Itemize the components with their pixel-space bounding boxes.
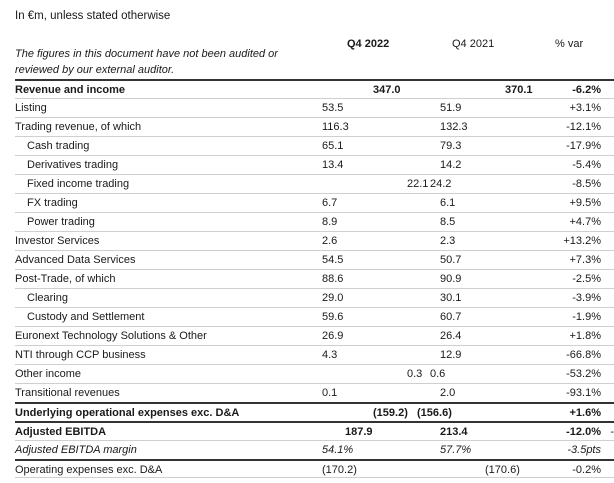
row-label: Listing: [15, 102, 47, 114]
value-var: -0.2%: [572, 464, 601, 476]
value-q4-2021: 50.7: [440, 254, 462, 266]
row-label: NTI through CCP business: [15, 349, 146, 361]
column-header-q4-2021: Q4 2021: [452, 38, 495, 50]
audit-disclaimer: The figures in this document have not been audited or reviewed by our external auditor.: [15, 48, 278, 76]
value-q4-2022: 116.3: [322, 121, 349, 133]
row-label: Adjusted EBITDA margin: [15, 444, 137, 456]
row-label: Power trading: [27, 216, 95, 228]
row-label: Custody and Settlement: [27, 311, 145, 323]
table-row: [15, 288, 614, 307]
value-q4-2022: 0.1: [322, 387, 338, 399]
row-label: Euronext Technology Solutions & Other: [15, 330, 207, 342]
row-label: FX trading: [27, 197, 78, 209]
table-row: [15, 155, 614, 174]
value-q4-2021: 57.7%: [440, 444, 472, 456]
trailing-dash: -: [610, 426, 614, 438]
value-var: +3.1%: [569, 102, 601, 114]
value-var: -12.1%: [566, 121, 601, 133]
value-q4-2021: 90.9: [440, 273, 462, 285]
row-label: Operating expenses exc. D&A: [15, 464, 163, 476]
value-var: -8.5%: [572, 178, 601, 190]
value-var: -3.9%: [572, 292, 601, 304]
column-header-var: % var: [555, 38, 584, 50]
value-q4-2021: (170.6): [485, 464, 520, 476]
row-label: Fixed income trading: [27, 178, 130, 190]
value-q4-2022: (159.2): [373, 407, 408, 419]
row-label: Revenue and income: [15, 84, 126, 96]
value-var: +7.3%: [569, 254, 601, 266]
value-q4-2022: 6.7: [322, 197, 338, 209]
table-row-revenue-and-income: [15, 79, 614, 98]
value-var: +1.8%: [569, 330, 601, 342]
table-row: [15, 383, 614, 402]
table-row: [15, 269, 614, 288]
table-row: [15, 307, 614, 326]
row-label: Derivatives trading: [27, 159, 119, 171]
row-label: Advanced Data Services: [15, 254, 136, 266]
value-q4-2022: (170.2): [322, 464, 357, 476]
value-q4-2021: 6.1: [440, 197, 456, 209]
table-row-operating-expenses: [15, 459, 614, 478]
table-row: [15, 231, 614, 250]
financial-table: [15, 79, 614, 478]
value-q4-2021: 24.2: [430, 178, 452, 190]
value-q4-2022: 54.1%: [322, 444, 354, 456]
table-row-adjusted-ebitda: [15, 421, 614, 440]
row-label: Transitional revenues: [15, 387, 120, 399]
table-row: [15, 364, 614, 383]
value-q4-2022: 4.3: [322, 349, 338, 361]
row-label: Clearing: [27, 292, 68, 304]
value-var: +9.5%: [569, 197, 601, 209]
row-label: Other income: [15, 368, 82, 380]
value-q4-2022: 8.9: [322, 216, 338, 228]
value-q4-2021: 0.6: [430, 368, 446, 380]
value-var: -66.8%: [566, 349, 601, 361]
table-row: [15, 250, 614, 269]
value-q4-2021: 26.4: [440, 330, 462, 342]
table-caption: In €m, unless stated otherwise: [15, 10, 171, 22]
value-q4-2022: 13.4: [322, 159, 344, 171]
value-var: -93.1%: [566, 387, 601, 399]
value-var: -1.9%: [572, 311, 601, 323]
row-label: Trading revenue, of which: [15, 121, 142, 133]
value-q4-2022: 54.5: [322, 254, 344, 266]
value-q4-2021: 213.4: [440, 426, 468, 438]
value-q4-2021: 2.0: [440, 387, 456, 399]
value-q4-2021: 12.9: [440, 349, 462, 361]
value-var: -5.4%: [572, 159, 601, 171]
value-var: +4.7%: [569, 216, 601, 228]
value-q4-2022: 65.1: [322, 140, 344, 152]
value-q4-2021: 8.5: [440, 216, 456, 228]
table-row: [15, 136, 614, 155]
value-q4-2022: 187.9: [345, 426, 373, 438]
value-q4-2021: 79.3: [440, 140, 462, 152]
value-var: -53.2%: [566, 368, 601, 380]
value-q4-2022: 347.0: [373, 84, 401, 96]
row-label: Underlying operational expenses exc. D&A: [15, 407, 240, 419]
value-q4-2021: 51.9: [440, 102, 462, 114]
value-q4-2022: 22.1: [407, 178, 429, 190]
value-q4-2022: 59.6: [322, 311, 344, 323]
table-row: [15, 345, 614, 364]
table-row: [15, 174, 614, 193]
table-row: [15, 193, 614, 212]
value-q4-2022: 53.5: [322, 102, 344, 114]
value-q4-2021: 30.1: [440, 292, 462, 304]
value-q4-2022: 88.6: [322, 273, 344, 285]
row-label: Post-Trade, of which: [15, 273, 116, 285]
value-q4-2021: 370.1: [505, 84, 533, 96]
table-row: [15, 117, 614, 136]
value-var: +1.6%: [569, 407, 601, 419]
value-var: -17.9%: [566, 140, 601, 152]
value-var: +13.2%: [563, 235, 601, 247]
value-q4-2021: 132.3: [440, 121, 468, 133]
row-label: Investor Services: [15, 235, 100, 247]
table-row-adjusted-ebitda-margin: [15, 440, 614, 459]
table-row-underlying-opex: [15, 402, 614, 421]
value-var: -6.2%: [572, 84, 601, 96]
column-header-q4-2022: Q4 2022: [347, 38, 390, 50]
table-row: [15, 98, 614, 117]
value-var: -3.5pts: [567, 444, 601, 456]
row-label: Adjusted EBITDA: [15, 426, 107, 438]
table-row: [15, 326, 614, 345]
value-q4-2022: 2.6: [322, 235, 338, 247]
value-q4-2021: 60.7: [440, 311, 462, 323]
value-q4-2022: 29.0: [322, 292, 344, 304]
value-q4-2021: (156.6): [417, 407, 452, 419]
row-label: Cash trading: [27, 140, 90, 152]
value-q4-2021: 14.2: [440, 159, 462, 171]
value-q4-2022: 0.3: [407, 368, 423, 380]
table-row: [15, 212, 614, 231]
value-q4-2022: 26.9: [322, 330, 344, 342]
value-q4-2021: 2.3: [440, 235, 456, 247]
value-var: -2.5%: [572, 273, 601, 285]
value-var: -12.0%: [566, 426, 601, 438]
